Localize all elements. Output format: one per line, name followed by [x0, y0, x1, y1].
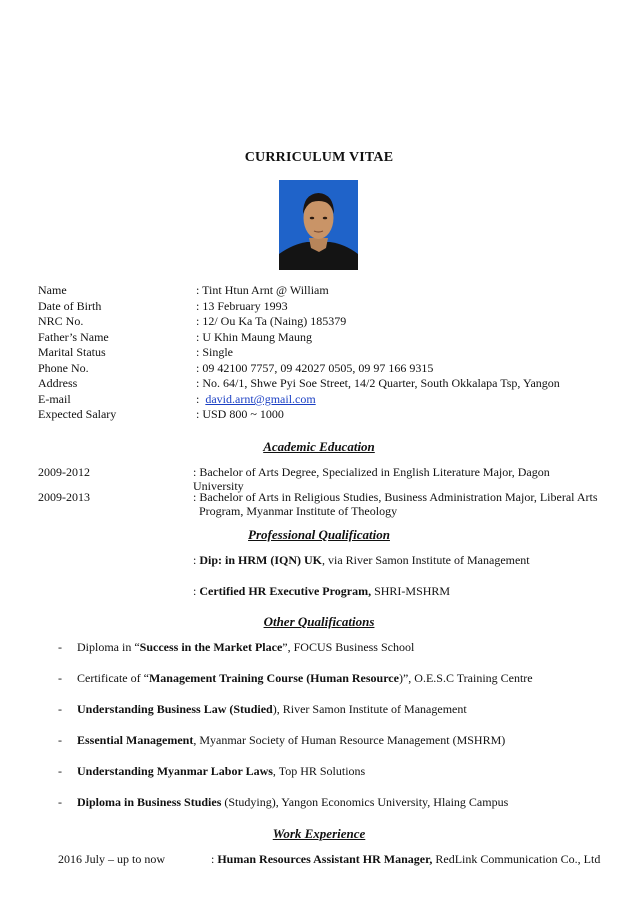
other-item-2-pre: Certificate of “	[77, 671, 149, 685]
salary-label: Expected Salary	[38, 407, 117, 421]
professional-qualification-heading: Professional Qualification	[248, 527, 390, 542]
email-prefix: :	[196, 392, 206, 406]
dob-value: : 13 February 1993	[196, 299, 288, 313]
work-desc-1-prefix: :	[211, 852, 218, 866]
name-value: : Tint Htun Arnt @ William	[196, 283, 329, 297]
other-item-5-rest: , Top HR Solutions	[272, 764, 366, 778]
other-item-3-rest: ), River Samon Institute of Management	[272, 702, 467, 716]
work-period-1: 2016 July – up to now	[58, 852, 166, 866]
father-label: Father’s Name	[38, 330, 109, 344]
bullet-dash: -	[58, 640, 62, 654]
professional-item-1	[193, 553, 530, 568]
page-title: CURRICULUM VITAE	[244, 150, 394, 165]
other-item-1-bold: Success in the Market Place	[139, 640, 283, 654]
address-value: : No. 64/1, Shwe Pyi Soe Street, 14/2 Quarter, South Okkalapa Tsp, Yangon	[196, 376, 560, 390]
other-item-3-bold: Understanding Business Law (Studied	[77, 702, 273, 716]
professional-item-1-prefix: :	[193, 553, 200, 567]
phone-label: Phone No.	[38, 361, 89, 375]
education-years-1: 2009-2012	[38, 465, 90, 479]
other-item-5	[77, 764, 365, 779]
academic-education-heading: Academic Education	[263, 439, 375, 454]
other-item-1-rest: ”, FOCUS Business School	[282, 640, 415, 654]
bullet-dash: -	[58, 702, 62, 716]
dob-label: Date of Birth	[38, 299, 102, 313]
professional-item-1-bold: Dip: in HRM (IQN) UK	[199, 553, 323, 567]
salary-value: : USD 800 ~ 1000	[196, 407, 284, 421]
professional-item-2-prefix: :	[193, 584, 200, 598]
professional-item-2	[193, 584, 450, 599]
marital-label: Marital Status	[38, 345, 106, 359]
professional-item-2-bold: Certified HR Executive Program,	[199, 584, 372, 598]
bullet-dash: -	[58, 671, 62, 685]
address-label: Address	[38, 376, 78, 390]
phone-value: : 09 42100 7757, 09 42027 0505, 09 97 166 9315	[196, 361, 434, 375]
email-link[interactable]: david.arnt@gmail.com	[205, 392, 316, 406]
professional-item-2-rest: SHRI-MSHRM	[371, 584, 451, 598]
education-desc-2: : Bachelor of Arts in Religious Studies, Business Administration Major, Liberal Arts	[193, 490, 598, 504]
other-item-2-rest: )”, O.E.S.C Training Centre	[398, 671, 533, 685]
work-desc-1-rest: RedLink Communication Co., Ltd	[432, 852, 601, 866]
education-desc-2-cont: Program, Myanmar Institute of Theology	[199, 504, 398, 518]
other-item-3	[77, 702, 467, 717]
other-item-2	[77, 671, 533, 686]
other-item-4-bold: Essential Management	[77, 733, 194, 747]
other-item-5-bold: Understanding Myanmar Labor Laws	[77, 764, 273, 778]
work-desc-1-bold: Human Resources Assistant HR Manager,	[217, 852, 433, 866]
marital-value: : Single	[196, 345, 234, 359]
profile-photo	[279, 180, 358, 270]
education-desc-1: : Bachelor of Arts Degree, Specialized in English Literature Major, Dagon University	[193, 465, 550, 493]
name-label: Name	[38, 283, 67, 297]
email-label: E-mail	[38, 392, 71, 406]
bullet-dash: -	[58, 764, 62, 778]
other-item-2-bold: Management Training Course (Human Resource	[148, 671, 399, 685]
other-item-1-pre: Diploma in “	[77, 640, 140, 654]
other-item-1	[77, 640, 414, 655]
other-item-6-rest: (Studying), Yangon Economics University, Hlaing Campus	[221, 795, 509, 809]
work-desc-1	[211, 852, 600, 867]
father-value: : U Khin Maung Maung	[196, 330, 312, 344]
work-experience-heading: Work Experience	[272, 826, 366, 841]
bullet-dash: -	[58, 733, 62, 747]
other-qualifications-heading: Other Qualifications	[263, 614, 375, 629]
professional-item-1-rest: , via River Samon Institute of Management	[322, 553, 530, 567]
nrc-label: NRC No.	[38, 314, 84, 328]
bullet-dash: -	[58, 795, 62, 809]
other-item-6	[77, 795, 508, 810]
education-years-2: 2009-2013	[38, 490, 90, 504]
nrc-value: : 12/ Ou Ka Ta (Naing) 185379	[196, 314, 347, 328]
other-item-6-bold: Diploma in Business Studies	[77, 795, 222, 809]
other-item-4-rest: , Myanmar Society of Human Resource Management (MSHRM)	[193, 733, 506, 747]
email-value-wrap	[196, 392, 316, 407]
other-item-4	[77, 733, 505, 748]
